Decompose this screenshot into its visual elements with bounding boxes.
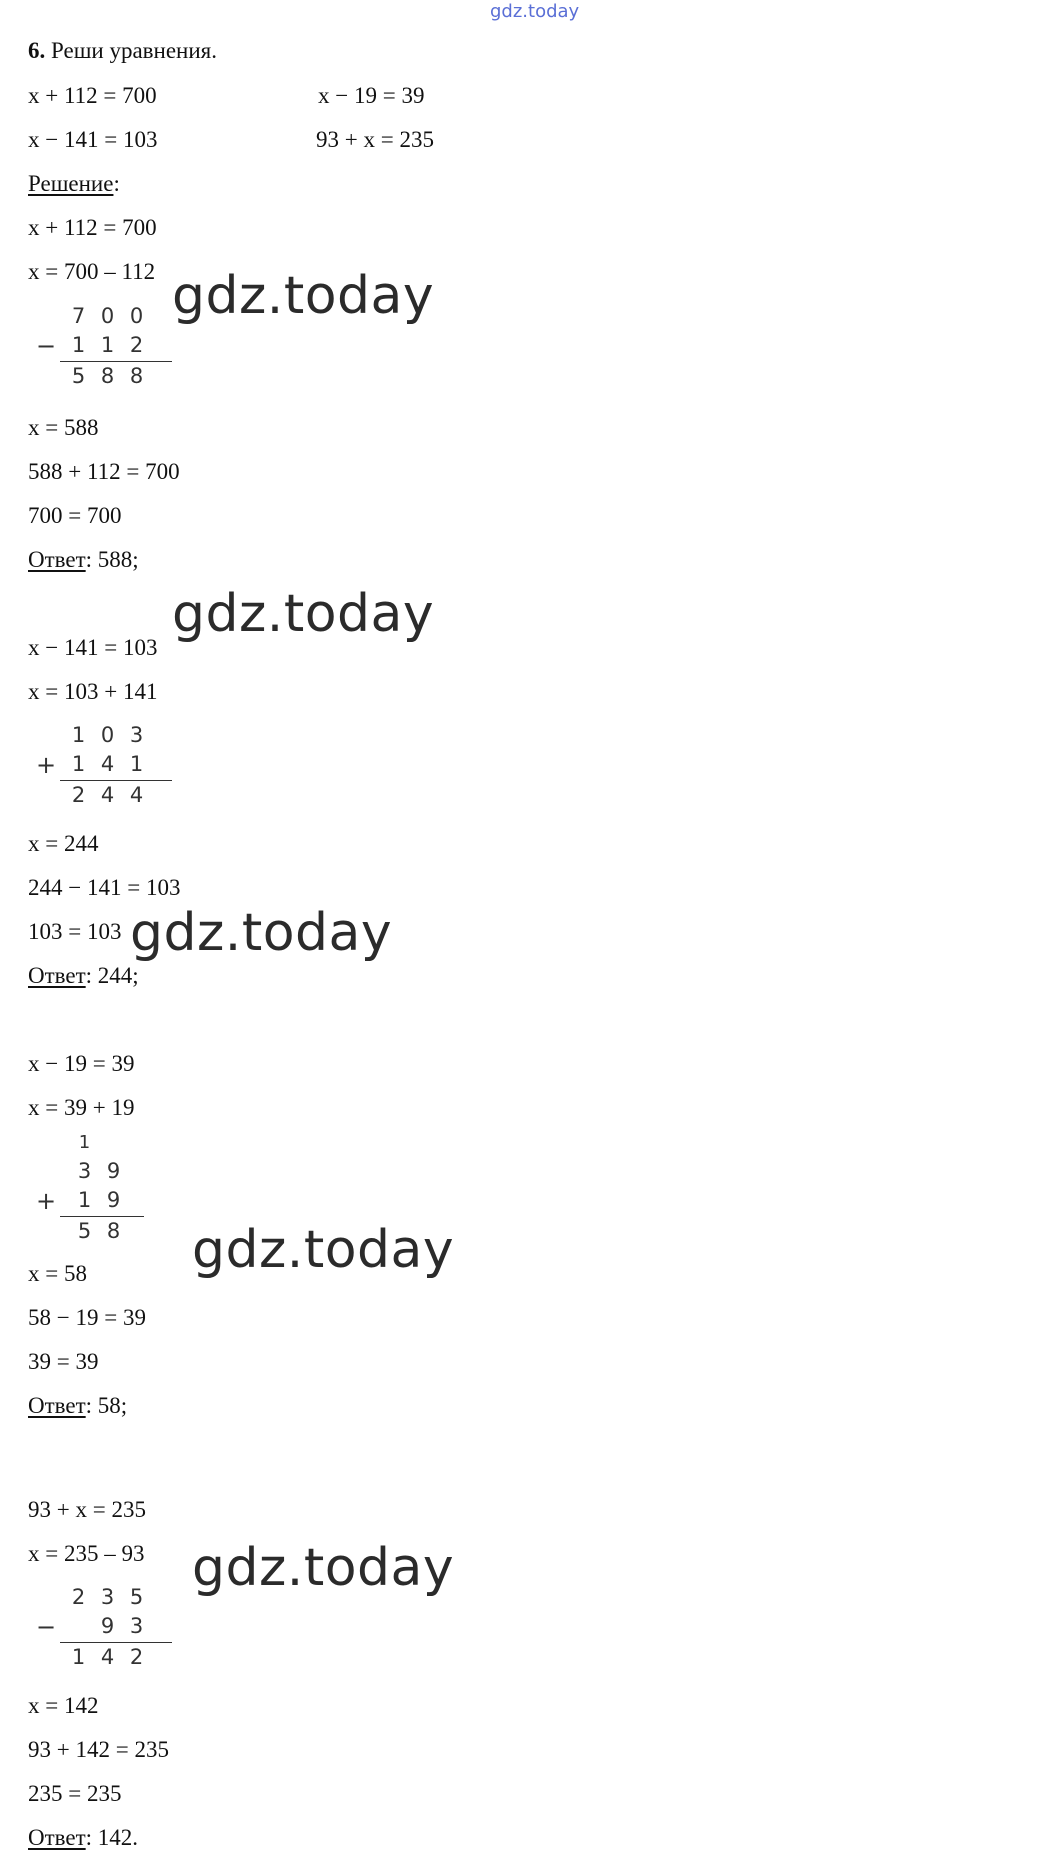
column-top-row: 7 0 0 [71,304,144,328]
block-4-line-2: x = 235 – 93 [28,1541,145,1566]
column-result-row: 2 4 4 [71,783,144,807]
block-2-after-2: 244 − 141 = 103 [28,875,181,900]
column-underline [60,361,172,362]
block-4-after-2: 93 + 142 = 235 [28,1737,169,1762]
column-bottom-row: 1 4 1 [71,752,144,776]
block-4-line-1: 93 + x = 235 [28,1497,146,1522]
column-underline [60,1642,172,1643]
watermark-1: gdz.today [172,266,435,326]
block-3-line-1: x − 19 = 39 [28,1051,135,1076]
column-bottom-row: 1 9 [77,1188,121,1212]
task-header [28,37,217,65]
block-2-column-calc [30,722,150,814]
block-2-line-2: x = 103 + 141 [28,679,158,704]
column-top-row: 1 0 3 [71,723,144,747]
solution-heading: Решение: [28,171,120,196]
block-2-after-3: 103 = 103 [28,919,122,944]
watermark-5: gdz.today [192,1538,455,1598]
solution-label: Решение [28,171,114,196]
task-number: 6. [28,38,46,63]
column-result-row: 5 8 [77,1219,121,1243]
column-bottom-row: 9 3 [100,1614,144,1638]
column-result-row: 1 4 2 [71,1645,144,1669]
block-3-line-2: x = 39 + 19 [28,1095,135,1120]
block-2-line-1: x − 141 = 103 [28,635,158,660]
equation-3: x − 141 = 103 [28,127,158,152]
column-result-row: 5 8 8 [71,364,144,388]
block-1-column-calc [30,303,150,395]
column-top-row: 2 3 5 [71,1585,144,1609]
block-4-answer: Ответ: 142. [28,1825,139,1850]
block-1-line-1: x + 112 = 700 [28,215,157,240]
block-1-line-2: x = 700 – 112 [28,259,156,284]
block-4-after-1: x = 142 [28,1693,99,1718]
equation-2: x − 19 = 39 [318,83,425,108]
column-bottom-row: 1 1 2 [71,333,144,357]
block-3-after-1: x = 58 [28,1261,87,1286]
watermark-2: gdz.today [172,584,435,644]
block-2-after-1: x = 244 [28,831,99,856]
column-top-row: 3 9 [77,1159,121,1183]
operation-sign: + [36,751,57,779]
watermark-4: gdz.today [192,1220,455,1280]
task-title: Реши уравнения. [51,38,217,63]
watermark-top: gdz.today [490,1,580,22]
column-carry-digit: 1 [78,1132,91,1153]
equation-4: 93 + x = 235 [316,127,434,152]
block-2-answer: Ответ: 244; [28,963,139,988]
column-underline [60,780,172,781]
block-4-column-calc [30,1584,150,1676]
operation-sign: − [36,1613,57,1641]
block-3-after-2: 58 − 19 = 39 [28,1305,146,1330]
equation-1: x + 112 = 700 [28,83,157,108]
block-3-answer: Ответ: 58; [28,1393,128,1418]
operation-sign: + [36,1187,57,1215]
column-underline [60,1216,144,1217]
block-1-after-2: 588 + 112 = 700 [28,459,180,484]
block-1-after-3: 700 = 700 [28,503,122,528]
block-3-after-3: 39 = 39 [28,1349,99,1374]
block-1-after-1: x = 588 [28,415,99,440]
operation-sign: − [36,332,57,360]
block-1-answer: Ответ: 588; [28,547,139,572]
block-3-column-calc [30,1130,130,1250]
block-4-after-3: 235 = 235 [28,1781,122,1806]
watermark-3: gdz.today [130,903,393,963]
